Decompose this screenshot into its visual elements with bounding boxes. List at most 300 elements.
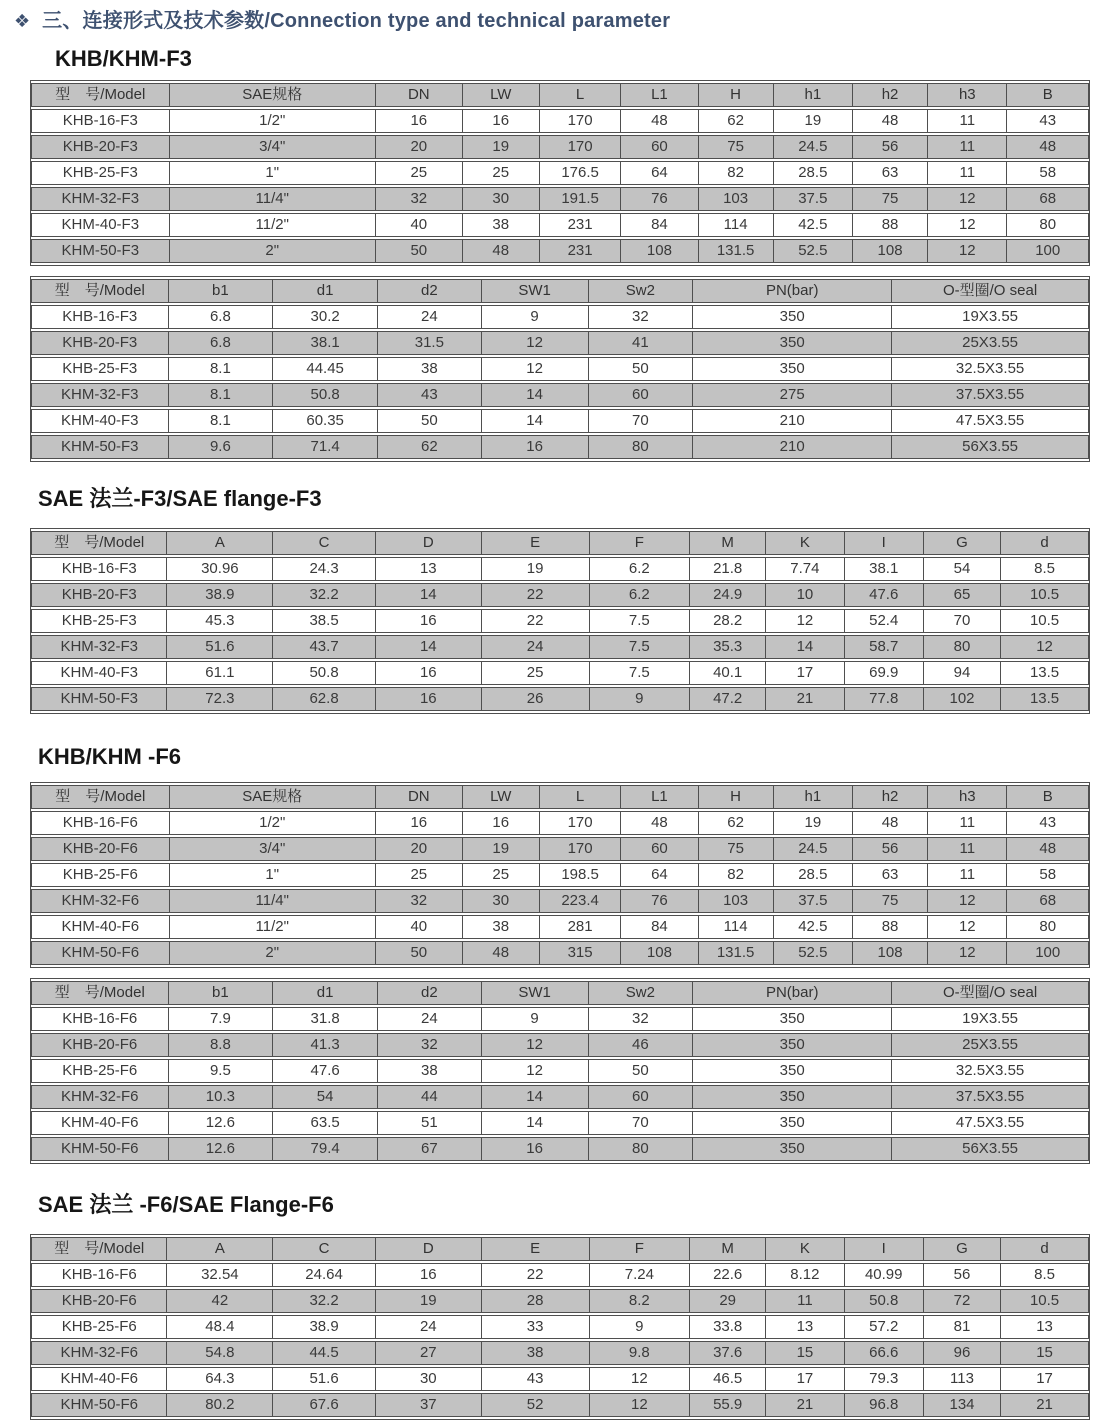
- table-cell: 44: [378, 1085, 482, 1109]
- table-cell: 350: [693, 331, 892, 355]
- table-cell: 82: [699, 161, 774, 185]
- table-cell: 24.5: [774, 837, 853, 861]
- table-cell: 94: [924, 661, 1001, 685]
- table-cell: 24.64: [273, 1263, 376, 1287]
- table-cell: KHB-16-F3: [31, 305, 169, 329]
- sae-flange-f3-table: [30, 528, 1090, 714]
- table-cell: 64.3: [167, 1367, 273, 1391]
- table-cell: 8.5: [1001, 557, 1089, 581]
- column-header: G: [924, 531, 1001, 555]
- table-cell: 12: [482, 357, 589, 381]
- table-cell: 15: [766, 1341, 844, 1365]
- table-cell: 350: [693, 1111, 892, 1135]
- table-cell: 11: [928, 863, 1007, 887]
- column-header: b1: [169, 279, 274, 303]
- table-cell: KHM-50-F3: [31, 435, 169, 459]
- table-cell: 350: [693, 1059, 892, 1083]
- header-row: [31, 83, 1089, 107]
- table-row: [31, 187, 1089, 211]
- table-cell: 191.5: [540, 187, 621, 211]
- table-cell: 38: [378, 357, 482, 381]
- column-header: I: [845, 1237, 924, 1261]
- table-cell: 108: [621, 239, 698, 263]
- table-cell: 67: [378, 1137, 482, 1161]
- table-cell: 96.8: [845, 1393, 924, 1417]
- table-cell: 108: [853, 239, 928, 263]
- table-cell: 50: [378, 409, 482, 433]
- column-header: 型 号/Model: [31, 785, 170, 809]
- table-cell: 52: [482, 1393, 590, 1417]
- table-cell: 102: [924, 687, 1001, 711]
- table-cell: 30.2: [273, 305, 378, 329]
- table-cell: 12: [928, 915, 1007, 939]
- table-cell: 108: [853, 941, 928, 965]
- table-cell: KHM-50-F6: [31, 1137, 169, 1161]
- table-cell: 47.5X3.55: [892, 409, 1089, 433]
- section-khb-khm-f3: [0, 46, 1110, 462]
- column-header: H: [699, 785, 774, 809]
- table-cell: 131.5: [699, 239, 774, 263]
- table-cell: 60: [621, 837, 698, 861]
- column-header: DN: [376, 785, 463, 809]
- table-cell: 16: [376, 109, 463, 133]
- table-cell: 38: [378, 1059, 482, 1083]
- table-cell: 51: [378, 1111, 482, 1135]
- table-cell: 350: [693, 1137, 892, 1161]
- column-header: M: [690, 1237, 766, 1261]
- table-cell: 56: [853, 837, 928, 861]
- table-cell: 48: [1007, 135, 1089, 159]
- section-heading-sae-flange-f6: SAE 法兰 -F6/SAE Flange-F6: [38, 1192, 334, 1217]
- table-cell: 56: [924, 1263, 1001, 1287]
- section-heading-khb-khm-f6: KHB/KHM -F6: [38, 744, 181, 769]
- table-row: [31, 331, 1089, 355]
- table-cell: 37.5X3.55: [892, 383, 1089, 407]
- table-cell: 12.6: [169, 1111, 274, 1135]
- table-cell: 50: [589, 1059, 694, 1083]
- table-cell: 19: [463, 837, 540, 861]
- table-row: [31, 135, 1089, 159]
- table-cell: 75: [699, 837, 774, 861]
- table-cell: 19: [482, 557, 590, 581]
- table-cell: 10.5: [1001, 609, 1089, 633]
- table-cell: 25: [463, 161, 540, 185]
- table-cell: 13: [766, 1315, 844, 1339]
- table-row: [31, 1033, 1089, 1057]
- table-cell: 21: [766, 687, 844, 711]
- table-cell: 41.3: [273, 1033, 378, 1057]
- table-cell: 40: [376, 915, 463, 939]
- table-cell: 12: [590, 1367, 691, 1391]
- table-cell: 14: [482, 1085, 589, 1109]
- table-cell: 108: [621, 941, 698, 965]
- table-cell: 52.5: [774, 941, 853, 965]
- table-cell: KHM-32-F3: [31, 383, 169, 407]
- table-cell: 24: [482, 635, 590, 659]
- table-cell: 56X3.55: [892, 1137, 1089, 1161]
- table-cell: 12: [928, 941, 1007, 965]
- column-header: K: [766, 531, 844, 555]
- table-cell: 38: [463, 915, 540, 939]
- khb-khm-f3-detail-table: [30, 276, 1090, 462]
- table-row: [31, 305, 1089, 329]
- table-cell: 350: [693, 1007, 892, 1031]
- table-cell: 75: [699, 135, 774, 159]
- column-header: h3: [928, 83, 1007, 107]
- table-cell: 32.5X3.55: [892, 357, 1089, 381]
- table-cell: 10.5: [1001, 1289, 1089, 1313]
- table-cell: 16: [376, 687, 482, 711]
- table-cell: 42.5: [774, 915, 853, 939]
- table-cell: 17: [766, 661, 844, 685]
- table-cell: 100: [1007, 941, 1089, 965]
- table-cell: 48: [621, 811, 698, 835]
- column-header: I: [845, 531, 924, 555]
- table-cell: 12: [766, 609, 844, 633]
- column-header: d1: [273, 279, 378, 303]
- table-row: [31, 1111, 1089, 1135]
- table-cell: 37.5: [774, 889, 853, 913]
- table-cell: 22: [482, 609, 590, 633]
- table-cell: KHB-16-F6: [31, 1007, 169, 1031]
- column-header: E: [482, 531, 590, 555]
- table-cell: 46.5: [690, 1367, 766, 1391]
- khb-khm-f6-dimension-table: [30, 782, 1090, 968]
- table-cell: 275: [693, 383, 892, 407]
- table-cell: 8.2: [590, 1289, 691, 1313]
- table-cell: 20: [376, 135, 463, 159]
- table-cell: 44.5: [273, 1341, 376, 1365]
- table-cell: 21: [766, 1393, 844, 1417]
- table-cell: 28.5: [774, 863, 853, 887]
- table-cell: 113: [924, 1367, 1001, 1391]
- table-cell: 24: [376, 1315, 482, 1339]
- table-cell: 10: [766, 583, 844, 607]
- table-cell: 10.3: [169, 1085, 274, 1109]
- table-cell: KHM-32-F3: [31, 635, 167, 659]
- table-cell: KHB-16-F3: [31, 557, 167, 581]
- table-cell: 47.2: [690, 687, 766, 711]
- table-cell: 68: [1007, 889, 1089, 913]
- column-header: 型 号/Model: [31, 981, 169, 1005]
- table-cell: 350: [693, 1033, 892, 1057]
- column-header: L: [540, 83, 621, 107]
- table-cell: 32.2: [273, 1289, 376, 1313]
- table-cell: 51.6: [273, 1367, 376, 1391]
- table-cell: 32.5X3.55: [892, 1059, 1089, 1083]
- table-cell: 2": [170, 941, 376, 965]
- table-cell: 11: [766, 1289, 844, 1313]
- table-row: [31, 239, 1089, 263]
- table-cell: 11/2": [170, 213, 376, 237]
- table-cell: 62.8: [273, 687, 376, 711]
- table-cell: 7.74: [766, 557, 844, 581]
- table-cell: 67.6: [273, 1393, 376, 1417]
- column-header: 型 号/Model: [31, 531, 167, 555]
- column-header: DN: [376, 83, 463, 107]
- table-cell: 29: [690, 1289, 766, 1313]
- table-cell: 72: [924, 1289, 1001, 1313]
- table-cell: 13.5: [1001, 661, 1089, 685]
- table-cell: 50: [376, 239, 463, 263]
- table-cell: 19X3.55: [892, 1007, 1089, 1031]
- sae-flange-f6-table: [30, 1234, 1090, 1420]
- table-cell: 52.4: [845, 609, 924, 633]
- table-cell: 19: [774, 811, 853, 835]
- table-cell: 16: [376, 1263, 482, 1287]
- table-cell: 16: [376, 609, 482, 633]
- table-cell: 281: [540, 915, 621, 939]
- table-cell: 6.2: [590, 557, 691, 581]
- table-cell: 55.9: [690, 1393, 766, 1417]
- table-cell: 32.2: [273, 583, 376, 607]
- table-cell: 9: [482, 305, 589, 329]
- table-cell: 40.1: [690, 661, 766, 685]
- column-header: F: [590, 1237, 691, 1261]
- table-row: [31, 161, 1089, 185]
- column-header: h2: [853, 83, 928, 107]
- table-cell: 48: [621, 109, 698, 133]
- table-cell: 1/2": [170, 811, 376, 835]
- column-header: F: [590, 531, 691, 555]
- table-cell: KHM-40-F6: [31, 1367, 167, 1391]
- column-header: Sw2: [589, 279, 694, 303]
- table-cell: 52.5: [774, 239, 853, 263]
- table-cell: 14: [766, 635, 844, 659]
- column-header: h2: [853, 785, 928, 809]
- table-cell: 43: [1007, 811, 1089, 835]
- table-row: [31, 557, 1089, 581]
- column-header: d: [1001, 531, 1089, 555]
- table-cell: 7.5: [590, 609, 691, 633]
- table-cell: 48: [853, 811, 928, 835]
- table-cell: 231: [540, 239, 621, 263]
- table-cell: 37: [376, 1393, 482, 1417]
- table-cell: 22: [482, 1263, 590, 1287]
- table-cell: 24: [378, 1007, 482, 1031]
- table-cell: 7.5: [590, 635, 691, 659]
- column-header: PN(bar): [693, 279, 892, 303]
- table-row: [31, 915, 1089, 939]
- table-cell: 47.6: [273, 1059, 378, 1083]
- table-cell: 6.8: [169, 305, 274, 329]
- table-row: [31, 1137, 1089, 1161]
- table-cell: 60: [589, 1085, 694, 1109]
- table-cell: 11: [928, 135, 1007, 159]
- column-header: d: [1001, 1237, 1089, 1261]
- table-cell: 25X3.55: [892, 331, 1089, 355]
- table-row: [31, 1289, 1089, 1313]
- table-row: [31, 863, 1089, 887]
- header-row: [31, 531, 1089, 555]
- table-cell: 22: [482, 583, 590, 607]
- page-title-text: 三、连接形式及技术参数/Connection type and technical parameter: [42, 10, 671, 32]
- column-header: Sw2: [589, 981, 694, 1005]
- header-row: [31, 279, 1089, 303]
- table-cell: 37.6: [690, 1341, 766, 1365]
- table-cell: 350: [693, 1085, 892, 1109]
- table-cell: 32: [376, 889, 463, 913]
- table-cell: 64: [621, 161, 698, 185]
- table-cell: 60: [589, 383, 694, 407]
- column-header: D: [376, 1237, 482, 1261]
- table-cell: KHB-20-F6: [31, 1033, 169, 1057]
- column-header: M: [690, 531, 766, 555]
- table-cell: 40: [376, 213, 463, 237]
- table-cell: 79.3: [845, 1367, 924, 1391]
- table-cell: 6.8: [169, 331, 274, 355]
- table-cell: KHM-40-F3: [31, 661, 167, 685]
- table-cell: 54: [924, 557, 1001, 581]
- column-header: SW1: [482, 981, 589, 1005]
- table-cell: 54: [273, 1085, 378, 1109]
- table-cell: 11/2": [170, 915, 376, 939]
- table-cell: 26: [482, 687, 590, 711]
- table-cell: 44.45: [273, 357, 378, 381]
- table-cell: 17: [766, 1367, 844, 1391]
- table-cell: 32: [378, 1033, 482, 1057]
- table-cell: 14: [482, 1111, 589, 1135]
- table-row: [31, 1059, 1089, 1083]
- table-cell: 12: [928, 187, 1007, 211]
- table-cell: 47.6: [845, 583, 924, 607]
- table-cell: 14: [376, 635, 482, 659]
- table-cell: 9: [590, 1315, 691, 1339]
- table-row: [31, 1007, 1089, 1031]
- table-cell: 37.5: [774, 187, 853, 211]
- table-cell: 32: [589, 1007, 694, 1031]
- table-cell: KHB-16-F6: [31, 811, 170, 835]
- table-cell: 350: [693, 357, 892, 381]
- table-cell: 43: [1007, 109, 1089, 133]
- column-header: O-型圈/O seal: [892, 279, 1089, 303]
- table-row: [31, 635, 1089, 659]
- table-cell: 12: [928, 889, 1007, 913]
- table-cell: 38.9: [273, 1315, 376, 1339]
- table-cell: 38.5: [273, 609, 376, 633]
- table-cell: 69.9: [845, 661, 924, 685]
- table-cell: 16: [482, 1137, 589, 1161]
- table-cell: 50: [376, 941, 463, 965]
- table-cell: 3/4": [170, 135, 376, 159]
- table-cell: 21.8: [690, 557, 766, 581]
- table-cell: 50.8: [845, 1289, 924, 1313]
- column-header: d1: [273, 981, 378, 1005]
- table-cell: 58.7: [845, 635, 924, 659]
- table-cell: 80: [589, 1137, 694, 1161]
- table-cell: 62: [378, 435, 482, 459]
- table-cell: 176.5: [540, 161, 621, 185]
- table-cell: 43: [378, 383, 482, 407]
- table-cell: 42.5: [774, 213, 853, 237]
- table-cell: 24.5: [774, 135, 853, 159]
- table-cell: 19X3.55: [892, 305, 1089, 329]
- table-cell: KHM-50-F6: [31, 941, 170, 965]
- table-cell: 32.54: [167, 1263, 273, 1287]
- table-cell: 79.4: [273, 1137, 378, 1161]
- table-cell: 70: [589, 1111, 694, 1135]
- table-cell: 38.9: [167, 583, 273, 607]
- table-cell: 15: [1001, 1341, 1089, 1365]
- table-cell: 134: [924, 1393, 1001, 1417]
- table-cell: 60: [621, 135, 698, 159]
- table-row: [31, 435, 1089, 459]
- column-header: LW: [463, 785, 540, 809]
- column-header: B: [1007, 785, 1089, 809]
- table-row: [31, 609, 1089, 633]
- table-cell: 28.5: [774, 161, 853, 185]
- table-cell: KHB-25-F3: [31, 357, 169, 381]
- table-cell: 37.5X3.55: [892, 1085, 1089, 1109]
- table-cell: 63: [853, 161, 928, 185]
- table-cell: KHB-25-F6: [31, 863, 170, 887]
- table-cell: 100: [1007, 239, 1089, 263]
- khb-khm-f3-dimension-table: [30, 80, 1090, 266]
- column-header: D: [376, 531, 482, 555]
- table-row: [31, 837, 1089, 861]
- table-cell: 12: [482, 331, 589, 355]
- table-cell: 76: [621, 187, 698, 211]
- table-cell: KHB-25-F3: [31, 161, 170, 185]
- table-cell: 80: [924, 635, 1001, 659]
- table-row: [31, 383, 1089, 407]
- table-cell: KHM-50-F3: [31, 239, 170, 263]
- khb-khm-f6-detail-table: [30, 978, 1090, 1164]
- table-cell: KHM-40-F3: [31, 409, 169, 433]
- table-cell: KHM-32-F6: [31, 1085, 169, 1109]
- table-cell: 66.6: [845, 1341, 924, 1365]
- section-khb-khm-f6: [0, 742, 1110, 1164]
- table-cell: 50.8: [273, 661, 376, 685]
- table-cell: 48.4: [167, 1315, 273, 1339]
- table-cell: 223.4: [540, 889, 621, 913]
- table-row: [31, 409, 1089, 433]
- table-cell: KHM-40-F3: [31, 213, 170, 237]
- column-header: 型 号/Model: [31, 279, 169, 303]
- table-cell: 38.1: [273, 331, 378, 355]
- header-row: [31, 981, 1089, 1005]
- table-cell: 45.3: [167, 609, 273, 633]
- table-cell: 75: [853, 889, 928, 913]
- column-header: b1: [169, 981, 274, 1005]
- table-cell: 76: [621, 889, 698, 913]
- table-cell: 25: [376, 161, 463, 185]
- table-cell: 13.5: [1001, 687, 1089, 711]
- table-cell: 43.7: [273, 635, 376, 659]
- table-cell: KHM-32-F3: [31, 187, 170, 211]
- table-row: [31, 357, 1089, 381]
- table-cell: 24: [378, 305, 482, 329]
- column-header: A: [167, 1237, 273, 1261]
- table-cell: 88: [853, 915, 928, 939]
- table-row: [31, 687, 1089, 711]
- column-header: C: [273, 1237, 376, 1261]
- table-cell: 14: [376, 583, 482, 607]
- column-header: d2: [378, 981, 482, 1005]
- column-header: SW1: [482, 279, 589, 303]
- table-cell: 28.2: [690, 609, 766, 633]
- table-cell: 64: [621, 863, 698, 887]
- table-cell: 8.1: [169, 383, 274, 407]
- table-cell: KHM-50-F6: [31, 1393, 167, 1417]
- table-cell: 25X3.55: [892, 1033, 1089, 1057]
- table-cell: 9.8: [590, 1341, 691, 1365]
- table-cell: 21: [1001, 1393, 1089, 1417]
- table-cell: 315: [540, 941, 621, 965]
- page-title: [14, 8, 1110, 34]
- table-cell: KHM-50-F3: [31, 687, 167, 711]
- table-cell: 50.8: [273, 383, 378, 407]
